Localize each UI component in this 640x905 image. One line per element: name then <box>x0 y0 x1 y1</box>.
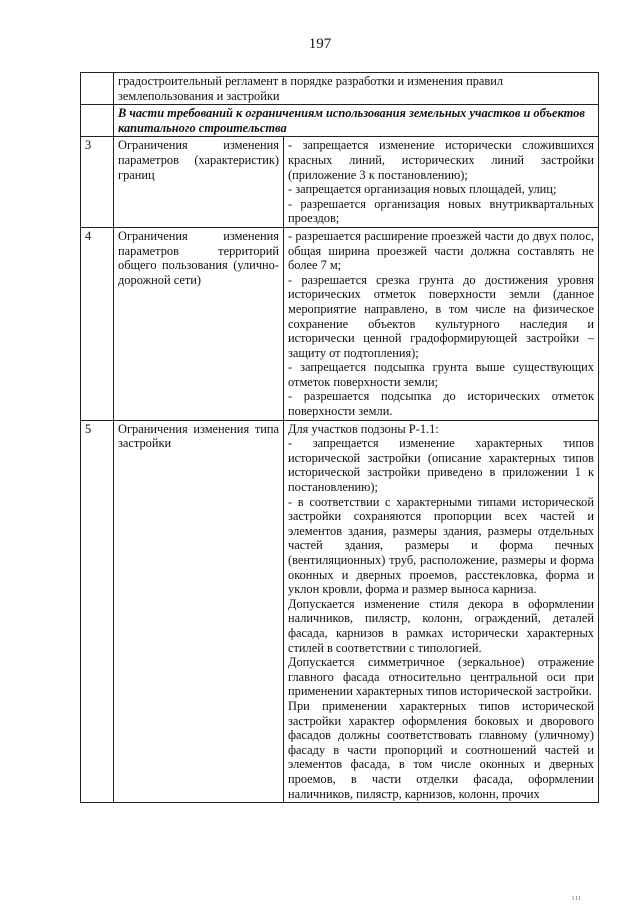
requirement-item: - запрещается подсыпка грунта выше существующих отметок поверхности земли; <box>288 360 594 389</box>
requirement-item: - запрещается изменение исторически сложившихся красных линий, исторических линий застройки (приложение 3 к постановлению); <box>288 138 594 182</box>
table-row <box>81 137 599 228</box>
requirement-item: - запрещается изменение характерных типов исторической застройки (описание характерных типов исторической застройки приведено в приложении 1 к постановлению); <box>288 436 594 495</box>
requirement-item: - разрешается расширение проезжей части до двух полос, общая ширина проезжей части должна составлять не более 7 м; <box>288 228 594 273</box>
row-number-cell <box>81 105 114 137</box>
table-row <box>81 227 599 420</box>
row-number-cell: 5 <box>81 420 114 802</box>
table-row <box>81 73 599 105</box>
regulation-table <box>80 72 599 803</box>
parameter-cell: Ограничения изменения параметров (характеристик) границ <box>114 137 284 228</box>
requirement-item: Допускается симметричное (зеркальное) отражение главного фасада относительно центральной оси при применении характерных типов исторической застройки. <box>288 655 594 699</box>
requirement-cell <box>284 420 599 802</box>
parameter-cell: Ограничения изменения типа застройки <box>114 420 284 802</box>
requirement-cell <box>284 137 599 228</box>
section-header: В части требований к ограничениям использования земельных участков и объектов капитального строительства <box>114 105 599 137</box>
requirement-item: - разрешается срезка грунта до достижения уровня исторических отметок поверхности земли (данное мероприятие направлено, в том числе на физическое сохранение объектов культурного наследия и исторически ценной градоформирующей застройки – защиту от подтопления); <box>288 272 594 360</box>
requirement-item: - в соответствии с характерными типами исторической застройки сохраняются пропорции всех частей и элементов здания, размеры здания, размеры отдельных частей здания, размеры и форма печных (вентиляционных) труб, расположение, размеры и форма оконных и дверных проемов, расстекловка, форма и уклон кровли, форма и размер выноса карниза. <box>288 494 594 597</box>
table-row <box>81 105 599 137</box>
row-number-cell: 4 <box>81 227 114 420</box>
requirement-item: - запрещается организация новых площадей, улиц; <box>288 182 557 197</box>
continuation-text: градостроительный регламент в порядке разработки и изменения правил землепользования и застройки <box>114 73 599 105</box>
scan-mark: ııı <box>572 893 582 902</box>
page-number: 197 <box>308 36 332 52</box>
requirement-item: - разрешается организация новых внутриквартальных проездов; <box>288 196 594 226</box>
requirement-item: Допускается изменение стиля декора в оформлении наличников, пилястр, колонн, ограждений, деталей фасада, карнизов в рамках исторически характерных стилей в соответствии с типологией. <box>288 596 594 655</box>
row-number-cell <box>81 73 114 105</box>
requirement-item: При применении характерных типов исторической застройки характер оформления боковых и дворового фасадов должны соответствовать главному (уличному) фасаду в части пропорций и соотношений частей и элементов фасада, в том числе оконных и дверных проемов, в части отделки фасада, оформлении наличников, пилястр, карнизов, колонн, прочих <box>288 698 594 801</box>
requirement-item: - разрешается подсыпка до исторических отметок поверхности земли. <box>288 389 594 419</box>
requirement-cell <box>284 227 599 420</box>
row-number-cell: 3 <box>81 137 114 228</box>
table-row <box>81 420 599 802</box>
parameter-cell: Ограничения изменения параметров территорий общего пользования (улично-дорожной сети) <box>114 227 284 420</box>
requirement-item: Для участков подзоны Р-1.1: <box>288 421 439 436</box>
